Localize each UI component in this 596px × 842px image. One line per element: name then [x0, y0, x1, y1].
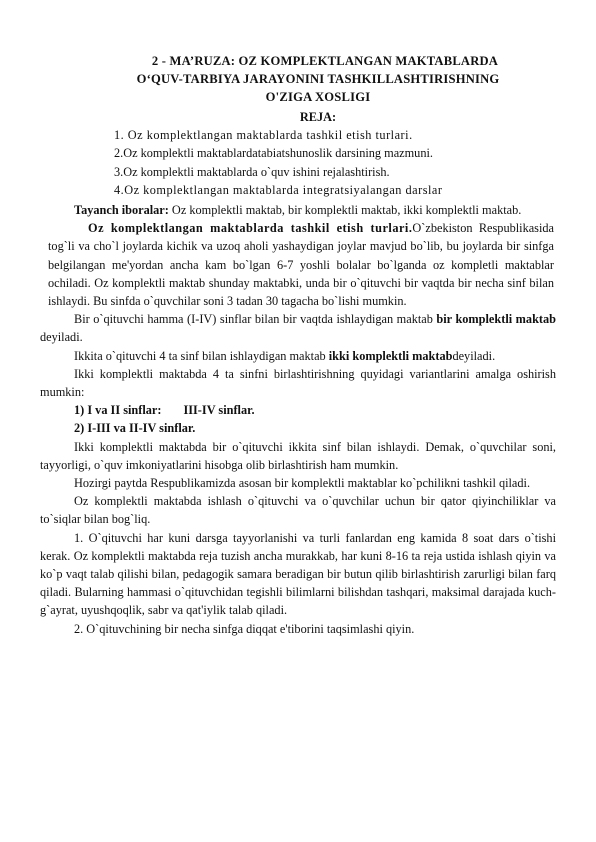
p4-text: Ikkita o`qituvchi 4 ta sinf bilan ishlaydigan maktab: [74, 348, 329, 363]
paragraph-variants: Ikki komplektli maktabda 4 ta sinfni birlashtirishning quyidagi variantlarini amalga oshirish mumkin:: [40, 366, 556, 400]
title-line-3: O'ZIGA XOSLIGI: [265, 90, 371, 104]
body-text: [40, 201, 556, 638]
p4-end: deyiladi.: [452, 348, 496, 363]
variant-1b: III-IV sinflar.: [183, 403, 255, 418]
plan-item: 3.Oz komplektli maktablarda o`quv ishini rejalashtirish.: [114, 164, 390, 179]
keywords-text: Oz komplektli maktab, bir komplektli maktab, ikki komplektli maktab.: [168, 203, 522, 218]
title-line-1: 2 - MA’RUZA: OZ KOMPLEKTLANGAN MAKTABLARDA: [151, 54, 499, 68]
variant-1a: 1) I va II sinflar:: [74, 403, 162, 418]
section-heading: Oz komplektlangan maktablarda tashkil etish turlari.: [88, 221, 413, 236]
plan-item: 4.Oz komplektlangan maktablarda integratsiyalangan darslar: [114, 182, 443, 197]
lecture-title: [80, 52, 556, 106]
title-line-2: O‘QUV-TARBIYA JARAYONINI TASHKILLASHTIRISHNING: [136, 72, 500, 86]
variant-1: [40, 401, 556, 419]
paragraph-keywords: [40, 201, 556, 219]
paragraph-single-complex: [40, 310, 556, 346]
p3-text: Bir o`qituvchi hamma (I-IV) sinflar bilan bir vaqtda ishlaydigan maktab: [74, 312, 437, 327]
paragraph-point-1: 1. O`qituvchi har kuni darsga tayyorlanishi va turli fanlardan eng kamida 8 soat dars o`tishi kerak. Oz komplektli maktabda reja tuzish ancha murakkab, har kuni 8-16 ta reja ustida ishlash qiyin va ko`p vaqt talab qilishi bilan, pedagogik samara beradigan bir butun qilib birlashtirish zarurligi bilan farq qiladi. Bularning hammasi o`qituvchidan tegishli bilimlarni bilishdan tashqari, maksimal darajada kuch-g`ayrat, uyushqoqlik, sabr va qat'iylik talab qiladi.: [40, 530, 556, 618]
plan-item: 2.Oz komplektli maktablardatabiatshunoslik darsining mazmuni.: [114, 146, 433, 161]
paragraph-two-classes: Ikki komplektli maktabda bir o`qituvchi ikkita sinf bilan ishlaydi. Demak, o`quvchilar soni, tayyorligi, o`quv imkoniyatlarini hisobga olib birlashtirish ham mumkin.: [40, 439, 556, 472]
p3-end: deyiladi.: [40, 330, 83, 345]
plan-item: 1. Oz komplektlangan maktablarda tashkil etish turlari.: [114, 128, 413, 143]
paragraph-current: Hozirgi paytda Respublikamizda asosan bir komplektli maktablar ko`pchilikni tashkil qiladi.: [74, 476, 531, 491]
p4-term: ikki komplektli maktab: [328, 348, 453, 363]
p3-term: bir komplektli maktab: [436, 312, 556, 327]
variant-2: 2) I-III va II-IV sinflar.: [74, 421, 196, 436]
keywords-label: Tayanch iboralar:: [74, 203, 169, 218]
intro-text: O`zbekiston Respublikasida tog`li va cho`l joylarda kichik va uzoq aholi yashaydigan joylar mavjud bo`lib, bu joylarda bir sinfga belgilangan me'yordan ancha kam bo`lgan 6-7 yoshli bolalar bo`lganda oz kompletli maktablar ochiladi. Oz komplektli maktab shunday maktabki, unda bir o`qituvchi bir vaqtda bir necha sinf bilan ishlaydi. Bu sinfda o`quvchilar soni 3 tadan 30 tagacha bo`lishi mumkin.: [48, 221, 554, 309]
plan-list: [80, 126, 556, 199]
paragraph-difficulties: Oz komplektli maktabda ishlash o`qituvchi va o`quvchilar uchun bir qator qiyinchiliklar va to`siqlar bilan bog`liq.: [40, 494, 556, 527]
paragraph-point-2: 2. O`qituvchining bir necha sinfga diqqat e'tiborini taqsimlashi qiyin.: [74, 621, 415, 636]
paragraph-intro: [48, 219, 554, 310]
paragraph-double-complex: [40, 347, 556, 365]
plan-heading: REJA:: [299, 110, 337, 124]
